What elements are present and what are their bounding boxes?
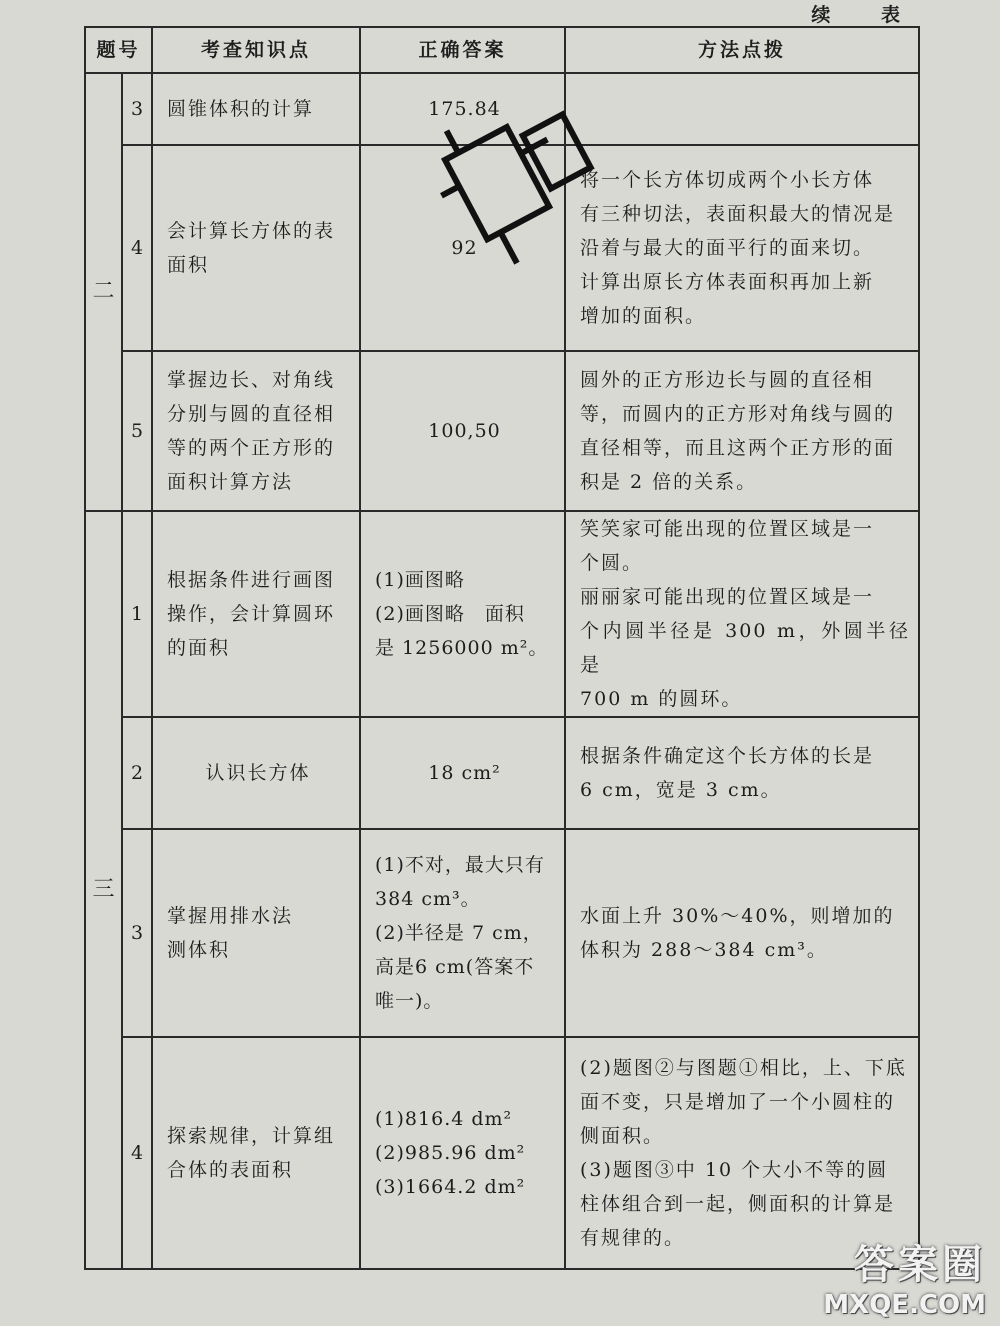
question-number: 3 <box>122 73 152 145</box>
knowledge-point <box>152 829 360 1037</box>
correct-answer <box>360 829 565 1037</box>
method-tip-line: 水面上升 30%～40%，则增加的 <box>580 905 895 927</box>
method-tip-line: 有三种切法，表面积最大的情况是 <box>580 203 896 225</box>
method-tip-line: 笑笑家可能出现的位置区域是一 <box>580 518 875 540</box>
method-tip-line: 等，而圆内的正方形对角线与圆的 <box>580 403 896 425</box>
method-tip <box>565 145 919 351</box>
knowledge-point-line: 面积 <box>167 254 210 276</box>
method-tip-line: 6 cm，宽是 3 cm。 <box>580 779 782 801</box>
section-label: 二 <box>85 73 122 511</box>
method-tip <box>565 717 919 829</box>
knowledge-point <box>152 351 360 511</box>
watermark-logo: 答案圈 <box>854 1242 986 1288</box>
correct-answer-line: (3)1664.2 dm² <box>375 1176 526 1198</box>
correct-answer-line: (1)不对，最大只有 <box>375 854 545 876</box>
section-label: 三 <box>85 511 122 1269</box>
knowledge-point <box>152 717 360 829</box>
correct-answer <box>360 1037 565 1269</box>
correct-answer-line: 384 cm³。 <box>375 888 481 910</box>
correct-answer <box>360 145 565 351</box>
knowledge-point-line: 合体的表面积 <box>167 1159 294 1181</box>
table-header-row <box>85 27 919 73</box>
col-header-tip: 方法点拨 <box>565 27 919 73</box>
method-tip-line: 圆外的正方形边长与圆的直径相 <box>580 369 875 391</box>
correct-answer-line: (1)816.4 dm² <box>375 1108 513 1130</box>
correct-answer <box>360 351 565 511</box>
correct-answer <box>360 717 565 829</box>
correct-answer <box>360 511 565 717</box>
table-row <box>85 1037 919 1269</box>
correct-answer-line: (2)985.96 dm² <box>375 1142 526 1164</box>
method-tip-line: 个内圆半径是 300 m，外圆半径是 <box>580 620 911 676</box>
method-tip-line: 丽丽家可能出现的位置区域是一 <box>580 586 875 608</box>
method-tip-line: 根据条件确定这个长方体的长是 <box>580 745 875 767</box>
correct-answer-line: 高是6 cm(答案不 <box>375 956 535 978</box>
continued-label: 续 表 <box>811 4 922 26</box>
knowledge-point-line: 掌握用排水法 <box>167 905 294 927</box>
knowledge-point-line: 等的两个正方形的 <box>167 437 336 459</box>
correct-answer <box>360 73 565 145</box>
knowledge-point-line: 认识长方体 <box>205 762 311 784</box>
correct-answer-line: 175.84 <box>428 98 501 120</box>
correct-answer-line: 18 cm² <box>428 762 501 784</box>
correct-answer-line: 92 <box>451 237 478 259</box>
correct-answer-line: (1)画图略 <box>375 569 465 591</box>
method-tip-line: 沿着与最大的面平行的面来切。 <box>580 237 875 259</box>
knowledge-point-line: 根据条件进行画图 <box>167 569 336 591</box>
table-row <box>85 717 919 829</box>
method-tip-line: 体积为 288～384 cm³。 <box>580 939 828 961</box>
method-tip-line: 增加的面积。 <box>580 305 707 327</box>
knowledge-point-line: 圆锥体积的计算 <box>167 98 315 120</box>
table-row <box>85 511 919 717</box>
method-tip <box>565 351 919 511</box>
correct-answer-line: 是 1256000 m²。 <box>375 637 549 659</box>
col-header-number: 题号 <box>85 27 152 73</box>
method-tip-line: 将一个长方体切成两个小长方体 <box>580 169 875 191</box>
knowledge-point-line: 分别与圆的直径相 <box>167 403 336 425</box>
question-number: 2 <box>122 717 152 829</box>
bottom-rule <box>84 1268 918 1270</box>
correct-answer-line: 100,50 <box>428 420 501 442</box>
question-number: 5 <box>122 351 152 511</box>
knowledge-point-line: 的面积 <box>167 637 231 659</box>
knowledge-point-line: 测体积 <box>167 939 231 961</box>
col-header-answer: 正确答案 <box>360 27 565 73</box>
method-tip-line: 直径相等，而且这两个正方形的面 <box>580 437 896 459</box>
method-tip <box>565 511 919 717</box>
method-tip-line: 面不变，只是增加了一个小圆柱的 <box>580 1091 896 1113</box>
table-row <box>85 351 919 511</box>
method-tip-line: 计算出原长方体表面积再加上新 <box>580 271 875 293</box>
question-number: 4 <box>122 145 152 351</box>
table-row <box>85 73 919 145</box>
method-tip <box>565 829 919 1037</box>
knowledge-point-line: 面积计算方法 <box>167 471 294 493</box>
method-tip-line: 柱体组合到一起，侧面积的计算是 <box>580 1193 896 1215</box>
col-header-knowledge: 考查知识点 <box>152 27 360 73</box>
method-tip-line: (2)题图②与图题①相比，上、下底 <box>580 1057 907 1079</box>
knowledge-point <box>152 145 360 351</box>
method-tip-line: (3)题图③中 10 个大小不等的圆 <box>580 1159 889 1181</box>
table-row <box>85 145 919 351</box>
knowledge-point <box>152 1037 360 1269</box>
method-tip-line: 个圆。 <box>580 552 644 574</box>
answer-table <box>84 26 920 1270</box>
correct-answer-line: (2)画图略 面积 <box>375 603 525 625</box>
method-tip-line: 有规律的。 <box>580 1227 686 1249</box>
watermark-url: MXQE.COM <box>823 1290 986 1320</box>
knowledge-point-line: 操作，会计算圆环 <box>167 603 336 625</box>
method-tip <box>565 73 919 145</box>
knowledge-point-line: 探索规律，计算组 <box>167 1125 336 1147</box>
question-number: 3 <box>122 829 152 1037</box>
knowledge-point-line: 会计算长方体的表 <box>167 220 336 242</box>
method-tip-line: 700 m 的圆环。 <box>580 688 743 710</box>
method-tip-line: 侧面积。 <box>580 1125 665 1147</box>
correct-answer-line: (2)半径是 7 cm， <box>375 922 543 944</box>
question-number: 1 <box>122 511 152 717</box>
question-number: 4 <box>122 1037 152 1269</box>
method-tip-line: 积是 2 倍的关系。 <box>580 471 758 493</box>
table-row <box>85 829 919 1037</box>
knowledge-point-line: 掌握边长、对角线 <box>167 369 336 391</box>
knowledge-point <box>152 73 360 145</box>
site-watermark <box>823 1233 986 1320</box>
correct-answer-line: 唯一)。 <box>375 990 444 1012</box>
knowledge-point <box>152 511 360 717</box>
